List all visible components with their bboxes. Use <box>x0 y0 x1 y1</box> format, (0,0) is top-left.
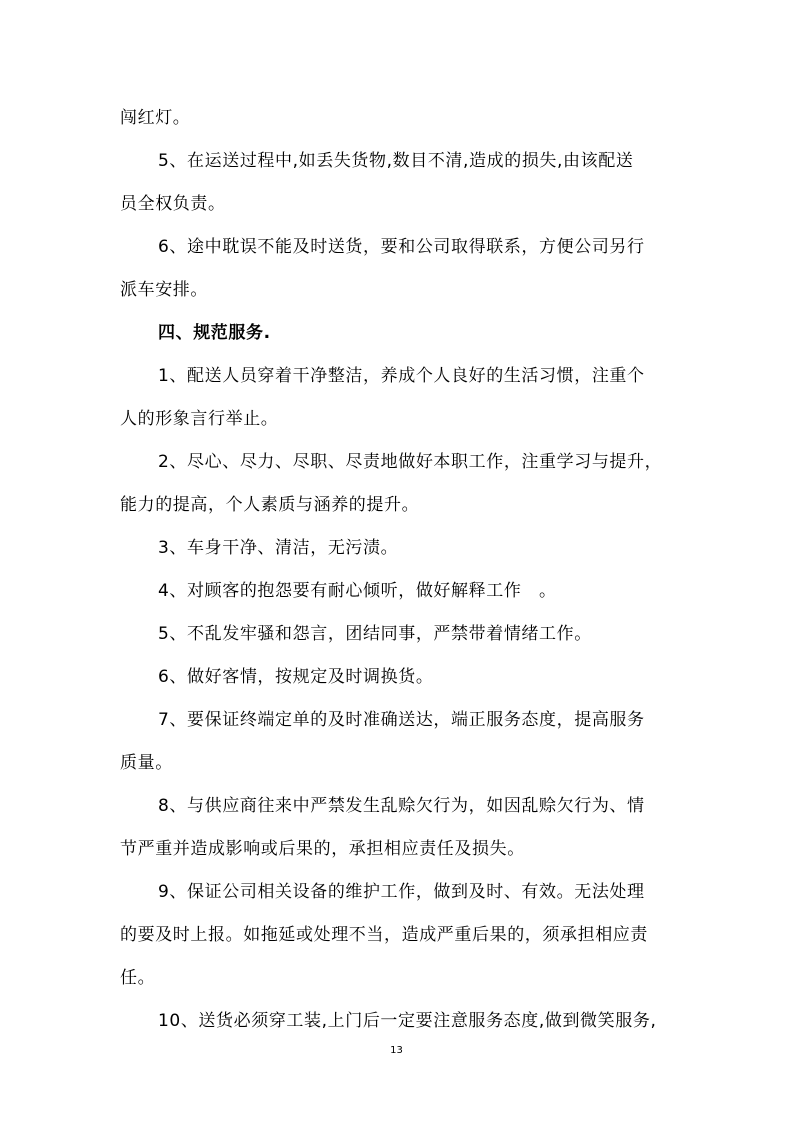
text-line: 7、要保证终端定单的及时准确送达，端正服务态度，提高服务 <box>158 710 645 730</box>
text-line: 2、尽心、尽力、尽职、尽责地做好本职工作，注重学习与提升， <box>158 452 663 472</box>
text-line: 4、对顾客的抱怨要有耐心倾听，做好解释工作 。 <box>158 581 557 601</box>
page-number: 13 <box>390 1045 403 1056</box>
text-line: 6、途中耽误不能及时送货，要和公司取得联系，方便公司另行 <box>158 237 645 257</box>
text-line: 8、与供应商往来中严禁发生乱赊欠行为，如因乱赊欠行为、情 <box>158 796 645 816</box>
text-line: 员全权负责。 <box>120 194 226 214</box>
text-line: 10、送货必须穿工装,上门后一定要注意服务态度,做到微笑服务, <box>158 1011 657 1031</box>
text-line: 能力的提高，个人素质与涵养的提升。 <box>120 495 420 515</box>
text-line: 5、在运送过程中,如丢失货物,数目不清,造成的损失,由该配送 <box>158 151 634 171</box>
text-line: 闯红灯。 <box>120 108 191 128</box>
text-line: 3、车身干净、清洁，无污渍。 <box>158 538 399 558</box>
text-line: 5、不乱发牢骚和怨言，团结同事，严禁带着情绪工作。 <box>158 624 592 644</box>
text-line: 6、做好客情，按规定及时调换货。 <box>158 667 434 687</box>
text-line: 质量。 <box>120 753 173 773</box>
text-line: 人的形象言行举止。 <box>120 409 279 429</box>
text-line: 1、配送人员穿着干净整洁，养成个人良好的生活习惯，注重个 <box>158 366 645 386</box>
text-line: 9、保证公司相关设备的维护工作，做到及时、有效。无法处理 <box>158 882 645 902</box>
text-line: 的要及时上报。如拖延或处理不当，造成严重后果的，须承担相应责 <box>120 925 648 945</box>
section-heading: 四、规范服务. <box>158 323 271 343</box>
text-line: 任。 <box>120 968 156 988</box>
text-line: 派车安排。 <box>120 280 208 300</box>
text-line: 节严重并造成影响或后果的，承担相应责任及损失。 <box>120 839 525 859</box>
